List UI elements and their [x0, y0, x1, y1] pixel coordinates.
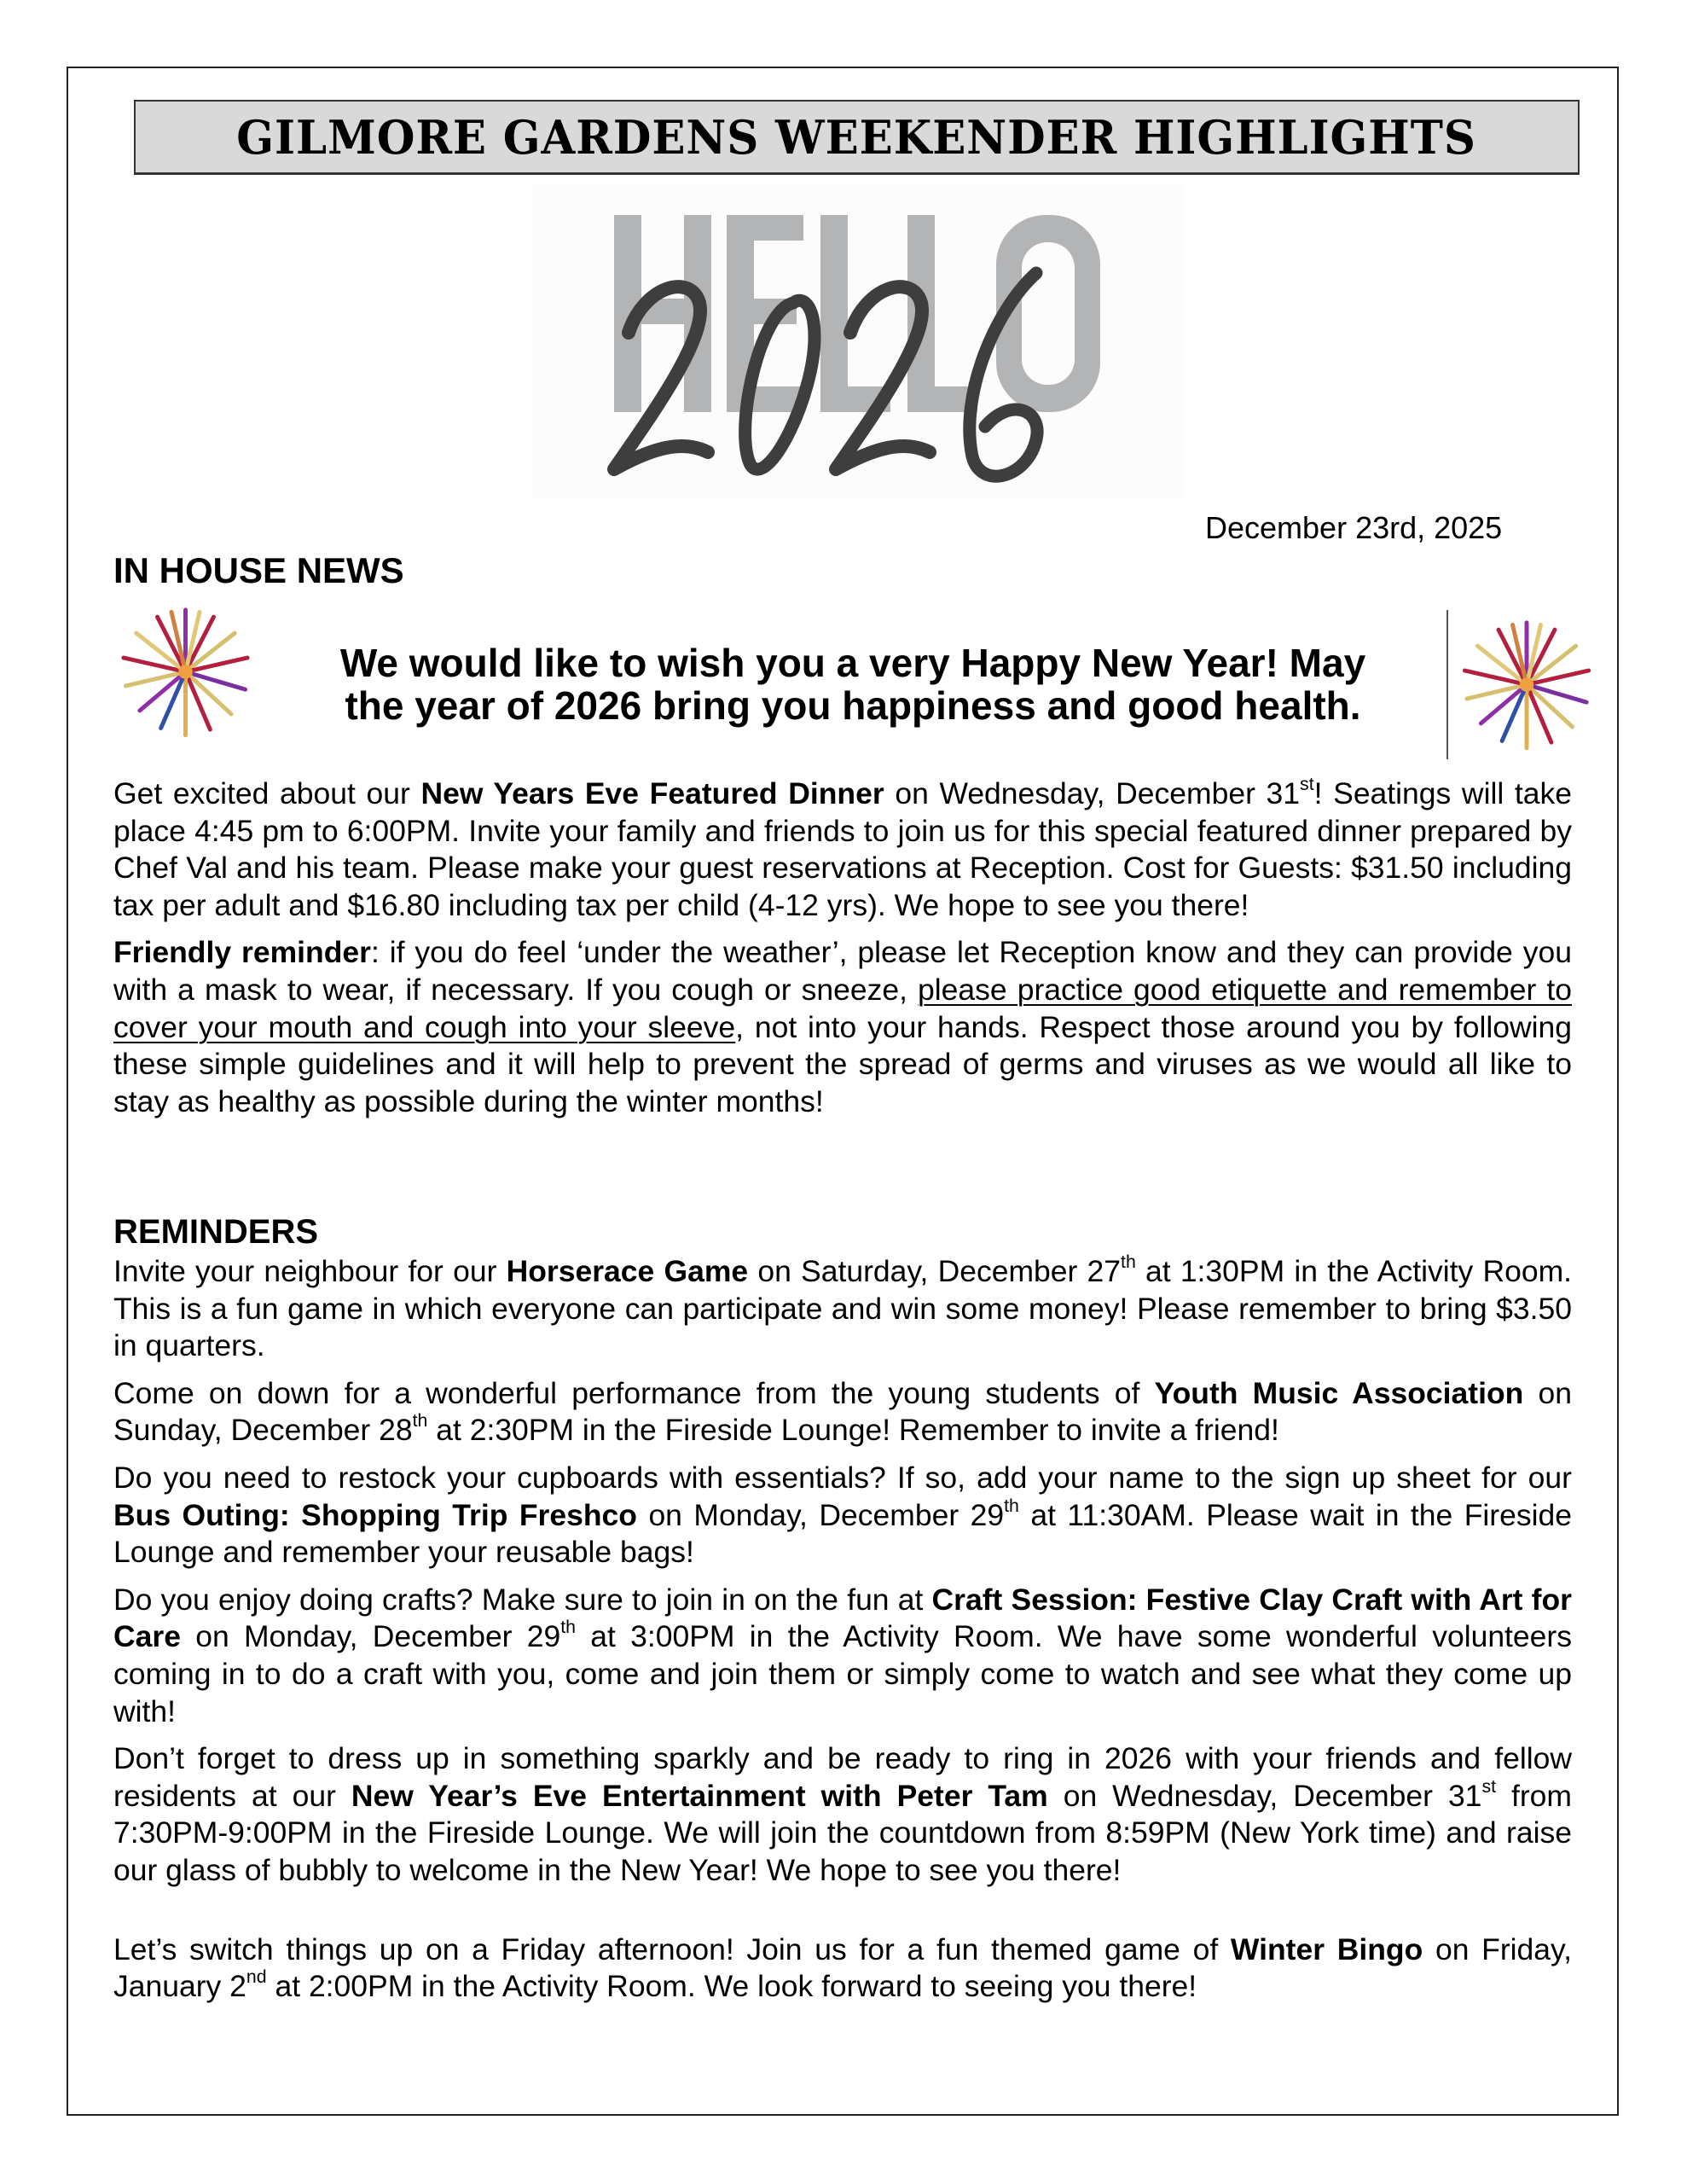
ordinal-suffix: th	[1004, 1495, 1019, 1516]
hello-2026-banner-image	[533, 183, 1183, 499]
text-segment: Don’t forget to dress up in something sparkly and be ready to ring in 2026 with your friends and fellow residents at our	[113, 1741, 1572, 1813]
ordinal-suffix: th	[1121, 1252, 1136, 1273]
ordinal-suffix: st	[1481, 1775, 1497, 1797]
text-segment: on Friday, January 2	[113, 1931, 1572, 2004]
bold-event-name: Winter Bingo	[1230, 1931, 1423, 1966]
text-segment: Come on down for a wonderful performance from the young students of	[113, 1375, 1155, 1410]
text-segment: Do you need to restock your cupboards with essentials? If so, add your name to the sign up sheet for our	[113, 1460, 1572, 1495]
text-segment: on Sunday, December 28	[113, 1375, 1572, 1448]
ordinal-suffix: nd	[246, 1966, 267, 1988]
ordinal-suffix: st	[1300, 774, 1314, 795]
reminders-body	[113, 1253, 1572, 2006]
text-segment: Get excited about our	[113, 776, 421, 810]
text-segment: Invite your neighbour for our	[113, 1254, 507, 1288]
new-year-greeting	[281, 642, 1424, 727]
text-segment: , not into your hands. Respect those around you by following these simple guidelines and it will help to prevent the spread of germs and viruses as we would all like to stay as healthy as possible during the winter months!	[113, 1009, 1572, 1118]
text-segment: from 7:30PM-9:00PM in the Fireside Lounge. We will join the countdown from 8:59PM (New York time) and raise our glass of bubbly to welcome in the New Year! We hope to see you there!	[113, 1778, 1572, 1887]
paragraph-dinner	[113, 775, 1572, 924]
text-segment: at 2:30PM in the Fireside Lounge! Remember to invite a friend!	[427, 1413, 1279, 1448]
ordinal-suffix: th	[412, 1410, 428, 1432]
bold-event-name: Bus Outing: Shopping Trip Freshco	[113, 1497, 637, 1532]
bold-event-name: Friendly reminder	[113, 935, 371, 970]
bold-event-name: New Years Eve Featured Dinner	[420, 776, 884, 810]
text-segment: on Monday, December 29	[180, 1619, 561, 1654]
bold-event-name: Horserace Game	[506, 1254, 749, 1288]
in-house-news-body	[113, 775, 1572, 1120]
year-2026-script-graphic	[533, 183, 1183, 499]
divider-line	[1446, 610, 1448, 759]
bold-event-name: Youth Music Association	[1154, 1375, 1524, 1410]
text-segment: at 2:00PM in the Activity Room. We look forward to seeing you there!	[266, 1969, 1197, 2004]
text-segment: at 1:30PM in the Activity Room. This is a fun game in which everyone can participate and win some money! Please remember to bring $3.50 in quarters.	[113, 1254, 1573, 1363]
in-house-news-heading: IN HOUSE NEWS	[113, 550, 404, 590]
text-segment: on Saturday, December 27	[748, 1254, 1122, 1288]
issue-date: December 23rd, 2025	[1205, 510, 1503, 545]
reminders-heading: REMINDERS	[113, 1213, 319, 1251]
fireworks-icon	[111, 601, 260, 742]
bold-event-name: Craft Session: Festive Clay Craft with Art for Care	[113, 1582, 1572, 1654]
text-segment: : if you do feel ‘under the weather’, please let Reception know and they can provide you with a mask to wear, if necessary. If you cough or sneeze,	[113, 935, 1572, 1007]
underlined-text: please practice good etiquette and remember to cover your mouth and cough into your sleeve	[113, 972, 1572, 1044]
text-segment: on Wednesday, December 31	[884, 776, 1301, 810]
text-segment: at 3:00PM in the Activity Room. We have some wonderful volunteers coming in to do a craft with you, come and join them or simply come to watch and see what they come up with!	[113, 1619, 1572, 1728]
reminder-horserace	[113, 1253, 1572, 1365]
greeting-line: We would like to wish you a very Happy New Year! May	[339, 641, 1366, 685]
greeting-line: the year of 2026 bring you happiness and good health.	[345, 683, 1361, 728]
fireworks-icon	[1454, 614, 1599, 755]
text-segment: on Wednesday, December 31	[1047, 1778, 1482, 1813]
text-segment: Let’s switch things up on a Friday afternoon! Join us for a fun themed game of	[113, 1931, 1231, 1966]
newsletter-title-box	[134, 100, 1580, 175]
newsletter-title: GILMORE GARDENS WEEKENDER HIGHLIGHTS	[236, 109, 1477, 165]
text-segment: Do you enjoy doing crafts? Make sure to join in on the fun at	[113, 1582, 932, 1617]
text-segment: ! Seatings will take place 4:45 pm to 6:00PM. Invite your family and friends to join us for this special featured dinner prepared by Chef Val and his team. Please make your guest reservations at Reception. Cost for Guests: $31.50 including tax per adult and $16.80 including tax per child (4-12 yrs). We hope to see you there!	[113, 776, 1572, 922]
reminder-youth-music	[113, 1375, 1572, 1449]
reminder-craft-session	[113, 1582, 1572, 1730]
reminder-nye-entertainment	[113, 1740, 1572, 1889]
reminder-winter-bingo	[113, 1931, 1572, 2006]
text-segment: at 11:30AM. Please wait in the Fireside Lounge and remember your reusable bags!	[113, 1497, 1572, 1570]
text-segment: on Monday, December 29	[636, 1497, 1005, 1532]
reminder-bus-outing	[113, 1460, 1572, 1571]
paragraph-friendly-reminder	[113, 934, 1572, 1120]
bold-event-name: New Year’s Eve Entertainment with Peter Tam	[351, 1778, 1048, 1813]
ordinal-suffix: th	[560, 1617, 577, 1638]
